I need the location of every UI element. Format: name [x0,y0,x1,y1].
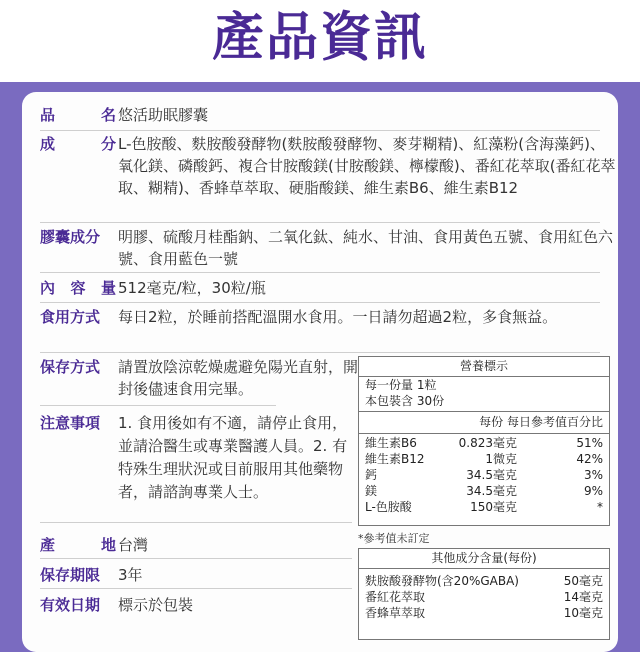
other-ingredients-box [358,548,610,640]
label-usage: 食用方式 [40,308,101,326]
table-row: 番紅花萃取 14毫克 [365,590,603,604]
table-row: 鈣 34.5毫克 3% [365,468,603,482]
divider [40,558,352,559]
label-content: 內 容 量 [40,279,116,297]
value-notice: 1. 食用後如有不適，請停止食用，並請洽醫生或專業醫護人員。2. 有特殊生理狀況或目前服用其他藥物者，請諮詢專業人士。 [118,414,348,501]
label-shelf-life: 保存期限 [40,566,101,584]
label-origin: 產 地 [40,536,116,554]
divider [40,302,600,303]
nutrition-box [358,356,610,526]
info-card [22,92,618,652]
label-capsule: 膠囊成分 [40,228,101,246]
label-product-name: 品 名 [40,106,116,124]
value-product-name: 悠活助眠膠囊 [118,106,209,124]
table-row: 麩胺酸發酵物(含20%GABA) 50毫克 [365,574,603,588]
nutrition-note: *參考值未訂定 [358,532,430,545]
divider [40,588,352,589]
other-ingredients-title: 其他成分含量(每份) [359,549,609,569]
nutrition-list [365,435,603,515]
value-storage: 請置放陰涼乾燥處避免陽光直射，開封後儘速食用完畢。 [118,358,359,398]
divider [40,522,352,523]
label-expiry: 有效日期 [40,596,101,614]
nutrition-title: 營養標示 [359,357,609,377]
value-origin: 台灣 [118,536,149,554]
table-row: 鎂 34.5毫克 9% [365,484,603,498]
table-row: 香蜂草萃取 10毫克 [365,606,603,620]
label-ingredients: 成 分 [40,135,116,153]
info-frame [0,82,640,640]
nutrition-serving: 每一份量 1粒 [365,378,437,392]
divider [40,405,276,406]
table-row: 維生素B6 0.823毫克 51% [365,436,603,450]
value-expiry: 標示於包裝 [118,596,194,614]
table-row: L-色胺酸 150毫克 * [365,500,603,514]
nutrition-servings: 本包裝含 30份 [365,394,445,408]
divider [40,130,600,131]
table-row: 維生素B12 1微克 42% [365,452,603,466]
value-content: 512毫克/粒，30粒/瓶 [118,279,266,297]
label-notice: 注意事項 [40,414,101,432]
nutrition-header: 每份 每日參考值百分比 [479,415,603,429]
value-usage: 每日2粒，於睡前搭配溫開水食用。一日請勿超過2粒，多食無益。 [118,308,558,326]
divider [40,272,600,273]
header-area [0,0,640,82]
divider [40,222,600,223]
value-ingredients: L-色胺酸、麩胺酸發酵物(麩胺酸發酵物、麥芽糊精)、紅藻粉(含海藻鈣)、氧化鎂、磷酸鈣、複合甘胺酸鎂(甘胺酸鎂、檸檬酸)、番紅花萃取(番紅花萃取、糊精)、香蜂草萃取、硬脂酸鎂、維生素B6、維生素B12 [118,135,616,197]
label-storage: 保存方式 [40,358,101,376]
page-title: 產品資訊 [211,8,428,68]
value-shelf-life: 3年 [118,566,143,584]
value-capsule: 明膠、硫酸月桂酯鈉、二氧化鈦、純水、甘油、食用黃色五號、食用紅色六號、食用藍色一號 [118,228,614,268]
divider [40,352,600,353]
